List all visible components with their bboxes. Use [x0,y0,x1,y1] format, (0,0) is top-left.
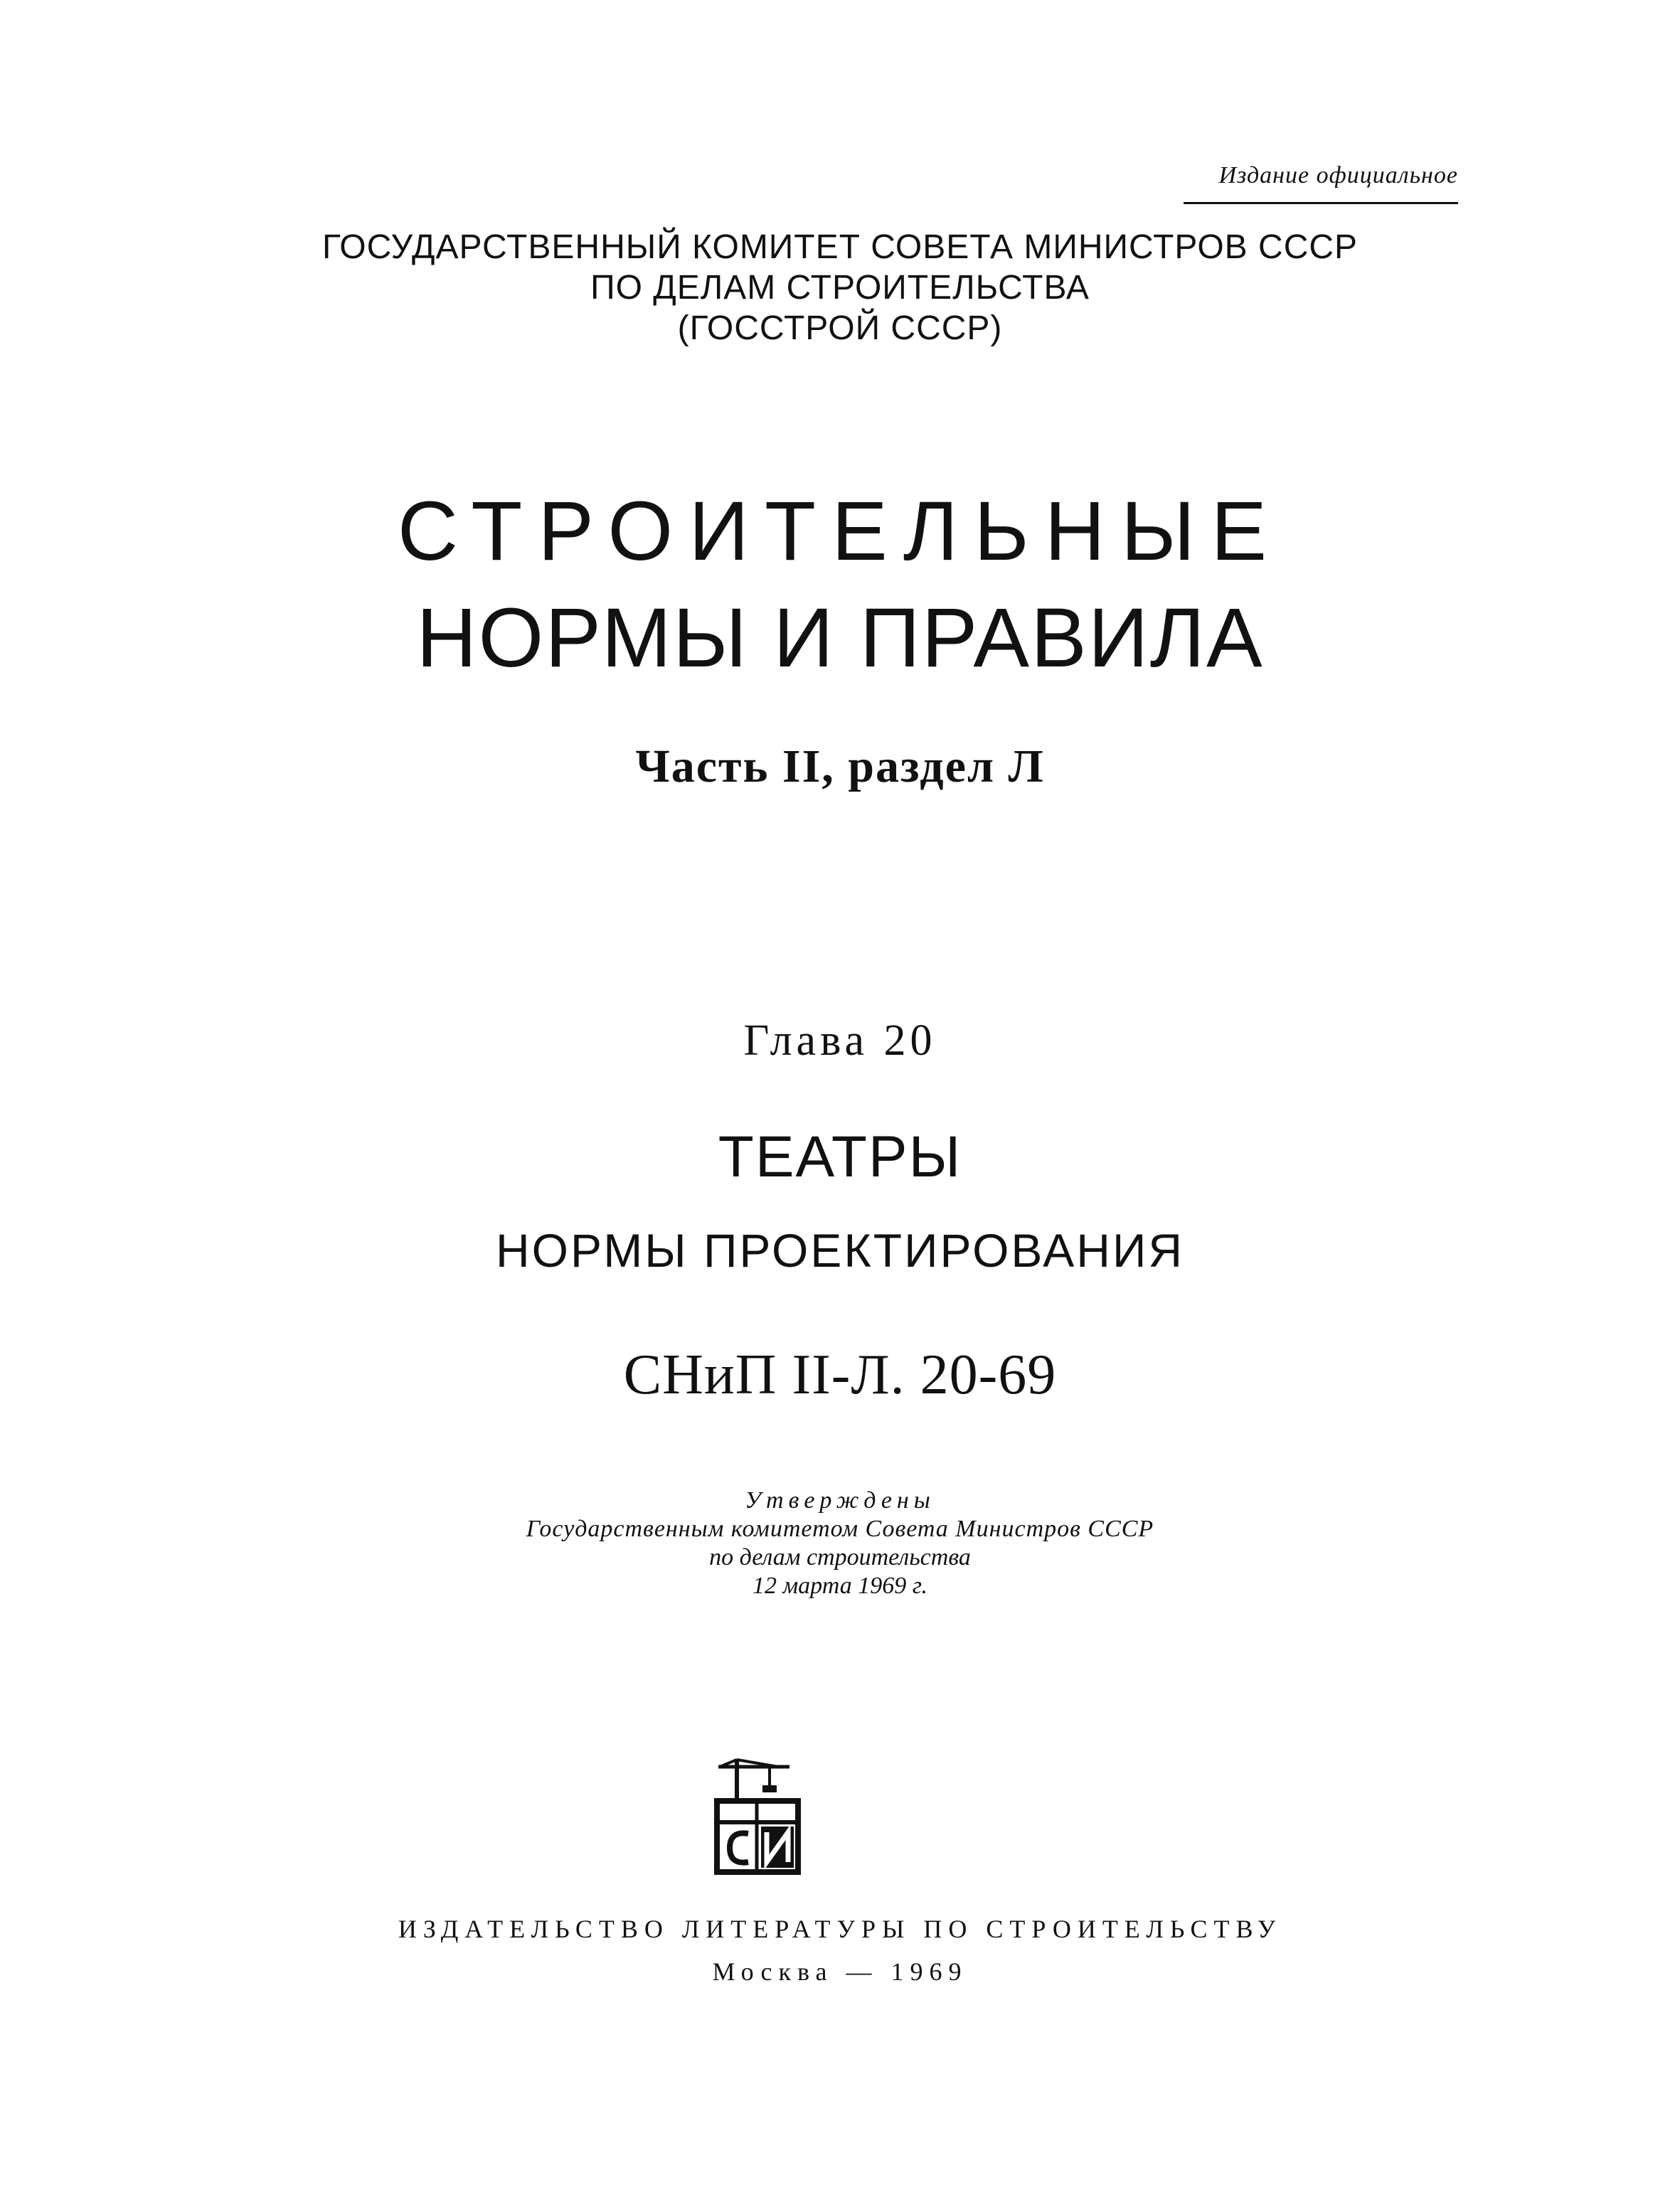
approval-line-1: Государственным комитетом Совета Министров СССР [526,1516,1154,1542]
publisher-name: ИЗДАТЕЛЬСТВО ЛИТЕРАТУРЫ ПО СТРОИТЕЛЬСТВУ [398,1915,1282,1943]
edition-note: Издание официальное [1218,162,1458,188]
approval-label: Утверждены [745,1487,935,1514]
approval-line-2: по делам строительства [709,1544,971,1570]
chapter-number: Глава 20 [743,1016,937,1065]
section-title: ТЕАТРЫ [718,1125,962,1189]
approval-line-3: 12 марта 1969 г. [752,1573,928,1599]
title-line-1: СТРОИТЕЛЬНЫЕ [397,484,1283,578]
document-code: СНиП II-Л. 20-69 [623,1344,1057,1406]
publisher-emblem-icon [711,1757,804,1878]
section-subtitle: НОРМЫ ПРОЕКТИРОВАНИЯ [495,1224,1185,1277]
organization-line-3: (ГОССТРОЙ СССР) [677,309,1003,347]
part-section: Часть II, раздел Л [635,740,1045,792]
edition-underline [1184,202,1458,204]
title-line-2: НОРМЫ И ПРАВИЛА [416,591,1264,685]
organization-line-2: ПО ДЕЛАМ СТРОИТЕЛЬСТВА [590,269,1090,307]
publisher-city-year: Москва — 1969 [712,1957,968,1986]
organization-line-1: ГОСУДАРСТВЕННЫЙ КОМИТЕТ СОВЕТА МИНИСТРОВ СССР [321,228,1359,266]
